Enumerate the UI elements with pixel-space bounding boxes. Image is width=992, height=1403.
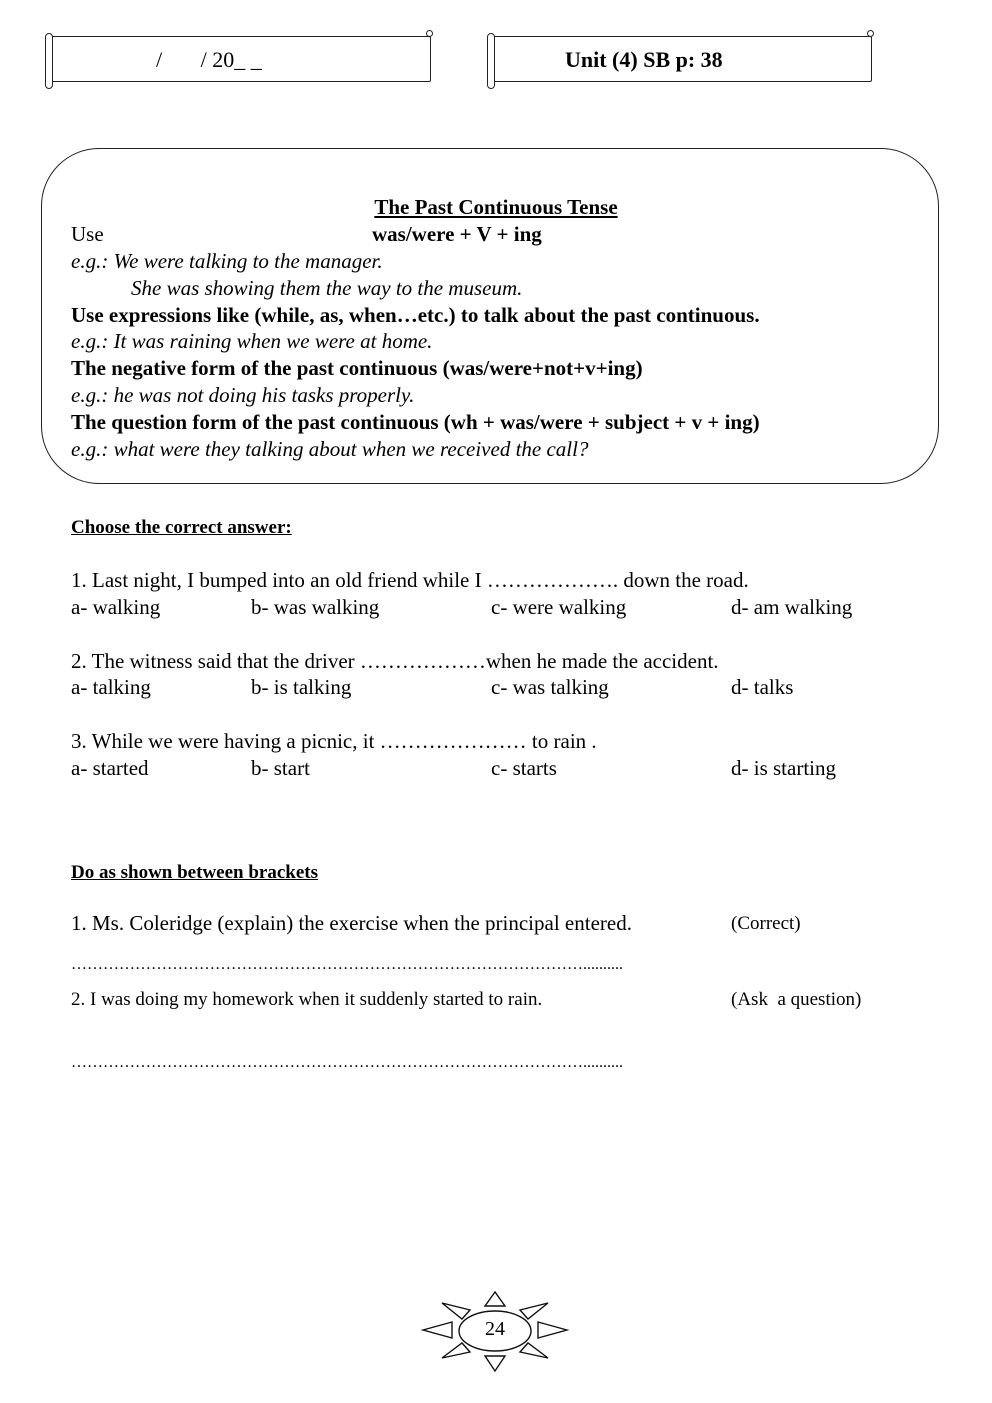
choose-section-title: Choose the correct answer: bbox=[71, 517, 292, 538]
date-banner bbox=[50, 36, 431, 82]
brackets-section-title: Do as shown between brackets bbox=[71, 862, 318, 883]
example-1: e.g.: We were talking to the manager. bbox=[71, 249, 383, 273]
bracket-item-1-instruction: (Correct) bbox=[731, 913, 801, 934]
q3-option-d[interactable]: d- is starting bbox=[731, 756, 836, 780]
bracket-item-1: 1. Ms. Coleridge (explain) the exercise when the principal entered. bbox=[71, 911, 632, 935]
q2-option-a[interactable]: a- talking bbox=[71, 675, 151, 699]
rule-title: The Past Continuous Tense bbox=[374, 195, 618, 219]
q1-option-b[interactable]: b- was walking bbox=[251, 595, 380, 619]
date-field: / / 20_ _ bbox=[156, 47, 262, 72]
rule-question: The question form of the past continuous (wh + was/were + subject + v + ing) bbox=[71, 410, 760, 434]
scroll-curl-decoration bbox=[426, 30, 433, 37]
example-2: She was showing them the way to the museum. bbox=[131, 276, 523, 300]
answer-line-2[interactable]: …………………………………………………………………………………….......... bbox=[71, 1054, 623, 1071]
q1-option-a[interactable]: a- walking bbox=[71, 595, 161, 619]
bracket-item-2: 2. I was doing my homework when it suddenly started to rain. bbox=[71, 989, 543, 1010]
example-3: e.g.: It was raining when we were at home. bbox=[71, 329, 433, 353]
q3-option-a[interactable]: a- started bbox=[71, 756, 149, 780]
question-2: 2. The witness said that the driver ………………when he made the accident. bbox=[71, 649, 719, 673]
page-number: 24 bbox=[485, 1318, 505, 1340]
q3-option-b[interactable]: b- start bbox=[251, 756, 310, 780]
rule-expressions: Use expressions like (while, as, when…etc.) to talk about the past continuous. bbox=[71, 303, 760, 327]
scroll-roll-decoration bbox=[45, 33, 53, 89]
example-5: e.g.: what were they talking about when we received the call? bbox=[71, 437, 589, 461]
q1-option-d[interactable]: d- am walking bbox=[731, 595, 853, 619]
bracket-item-2-instruction: (Ask a question) bbox=[731, 989, 862, 1010]
answer-line-1[interactable]: …………………………………………………………………………………….......... bbox=[71, 956, 623, 973]
q2-option-b[interactable]: b- is talking bbox=[251, 675, 352, 699]
example-4: e.g.: he was not doing his tasks properly. bbox=[71, 383, 415, 407]
use-label: Use bbox=[71, 222, 104, 246]
rule-negative: The negative form of the past continuous (was/were+not+v+ing) bbox=[71, 356, 643, 380]
q1-option-c[interactable]: c- were walking bbox=[491, 595, 627, 619]
page-number-badge bbox=[420, 1288, 570, 1373]
q2-option-c[interactable]: c- was talking bbox=[491, 675, 609, 699]
formula: was/were + V + ing bbox=[372, 222, 542, 246]
unit-label: Unit (4) SB p: 38 bbox=[565, 47, 723, 72]
q2-option-d[interactable]: d- talks bbox=[731, 675, 794, 699]
question-1: 1. Last night, I bumped into an old friend while I ………………. down the road. bbox=[71, 568, 749, 592]
q3-option-c[interactable]: c- starts bbox=[491, 756, 557, 780]
unit-banner bbox=[492, 36, 872, 82]
scroll-roll-decoration bbox=[487, 33, 495, 89]
question-3: 3. While we were having a picnic, it ………………… to rain . bbox=[71, 729, 597, 753]
scroll-curl-decoration bbox=[867, 30, 874, 37]
